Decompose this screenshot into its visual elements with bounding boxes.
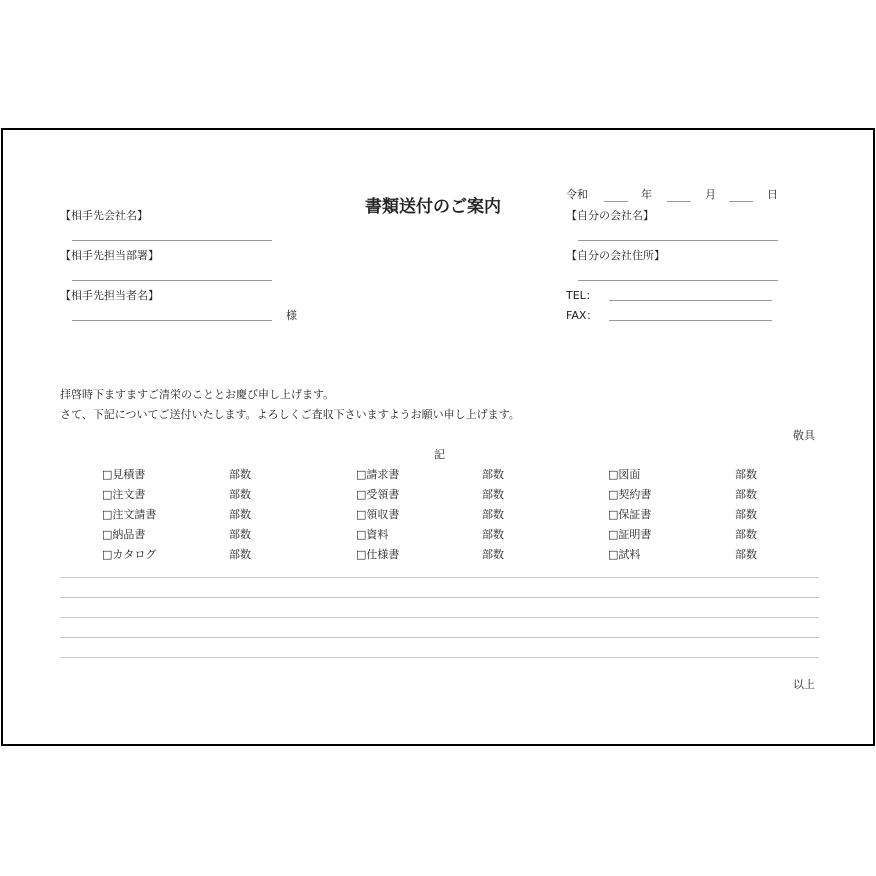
date-month-label: 月 [705,188,716,201]
recipient-dept-label: 【相手先担当部署】 [60,249,159,262]
item-checkbox[interactable]: □受領書 [356,488,400,501]
item-checkbox[interactable]: □領収書 [356,508,400,521]
copies-label: 部数 [482,508,504,521]
greeting-text: 拝啓時下ますますご清栄のこととお慶び申し上げます。 [60,388,335,401]
copies-label: 部数 [482,548,504,561]
end-text: 以上 [793,678,815,691]
copies-label: 部数 [735,528,757,541]
document-sheet [1,128,875,746]
recipient-person-field[interactable] [72,320,272,321]
date-year-label: 年 [641,188,652,201]
copies-label: 部数 [229,548,251,561]
sender-address-label: 【自分の会社住所】 [566,249,665,262]
message-text: さて、下記についてご送付いたします。よろしくご査収下さいますようお願い申し上げます。 [60,408,520,421]
copies-label: 部数 [482,468,504,481]
copies-label: 部数 [482,528,504,541]
date-era: 令和 [566,188,588,201]
tel-label: TEL： [566,289,597,302]
sender-company-label: 【自分の会社名】 [566,209,654,222]
item-checkbox[interactable]: □納品書 [102,528,146,541]
date-month-blank[interactable] [667,201,691,202]
fax-field[interactable] [609,320,772,321]
copies-label: 部数 [735,488,757,501]
item-checkbox[interactable]: □注文書 [102,488,146,501]
sender-address-field[interactable] [578,280,778,281]
item-checkbox[interactable]: □保証書 [608,508,652,521]
item-checkbox[interactable]: □試料 [608,548,641,561]
fax-label: FAX： [566,309,598,322]
honorific: 様 [286,309,297,322]
recipient-company-label: 【相手先会社名】 [60,209,148,222]
closing-text: 敬具 [793,429,815,442]
item-checkbox[interactable]: □見積書 [102,468,146,481]
item-checkbox[interactable]: □契約書 [608,488,652,501]
sender-company-field[interactable] [578,240,778,241]
recipient-person-label: 【相手先担当者名】 [60,289,159,302]
ki-heading: 記 [434,448,445,461]
copies-label: 部数 [735,508,757,521]
copies-label: 部数 [229,468,251,481]
copies-label: 部数 [229,528,251,541]
note-line[interactable] [60,617,819,618]
recipient-dept-field[interactable] [72,280,272,281]
tel-field[interactable] [609,300,772,301]
item-checkbox[interactable]: □証明書 [608,528,652,541]
item-checkbox[interactable]: □カタログ [102,548,157,561]
note-line[interactable] [60,597,819,598]
date-day-label: 日 [767,188,778,201]
date-day-blank[interactable] [729,201,753,202]
copies-label: 部数 [229,488,251,501]
copies-label: 部数 [229,508,251,521]
recipient-company-field[interactable] [72,240,272,241]
item-checkbox[interactable]: □資料 [356,528,389,541]
item-checkbox[interactable]: □請求書 [356,468,400,481]
copies-label: 部数 [735,548,757,561]
date-year-blank[interactable] [604,201,628,202]
item-checkbox[interactable]: □仕様書 [356,548,400,561]
document-title: 書類送付のご案内 [365,197,501,217]
note-line[interactable] [60,657,819,658]
copies-label: 部数 [735,468,757,481]
copies-label: 部数 [482,488,504,501]
note-line[interactable] [60,637,819,638]
note-line[interactable] [60,577,819,578]
item-checkbox[interactable]: □注文請書 [102,508,157,521]
item-checkbox[interactable]: □図面 [608,468,641,481]
